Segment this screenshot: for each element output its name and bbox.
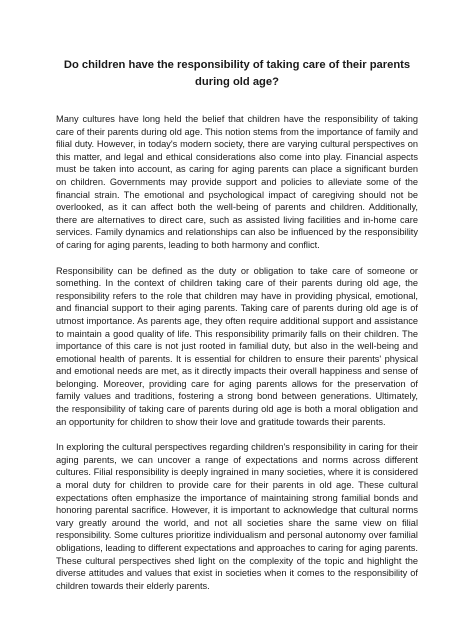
paragraph-introduction: Many cultures have long held the belief that children have the responsibility of taking care of their parents during old age. This notion stems from the importance of family and filial duty. However, in today's modern society, there are varying cultural perspectives on this matter, and legal and ethical considerations also come into play. Financial aspects must be taken into account, as caring for aging parents can place a significant burden on children. Governments may provide support and policies to alleviate some of the financial strain. The emotional and psychological impact of caregiving should not be overlooked, as it can affect both the well-being of parents and children. Additionally, there are alternatives to direct care, such as assisted living facilities and in-home care services. Family dynamics and relationships can also be influenced by the responsibility of caring for aging parents, leading to both harmony and conflict. bbox=[56, 114, 418, 250]
document-title: Do children have the responsibility of taking care of their parents during old age? bbox=[63, 59, 411, 88]
paragraph-cultural-perspectives: In exploring the cultural perspectives regarding children's responsibility in caring for their aging parents, we can uncover a range of expectations and norms across different cultures. Filial responsibility is deeply ingrained in many societies, where it is considered a moral duty for children to provide care for their parents in old age. These cultural expectations often emphasize the importance of maintaining strong familial bonds and honoring parental sacrifice. However, it is important to acknowledge that cultural norms vary greatly around the world, and not all societies share the same view on filial responsibility. Some cultures prioritize individualism and personal autonomy over familial obligations, leading to different expectations and approaches to caring for aging parents. These cultural perspectives shed light on the complexity of the topic and highlight the diverse attitudes and values that exist in societies when it comes to the responsibility of children towards their elderly parents. bbox=[56, 442, 418, 591]
paragraph-responsibility-definition: Responsibility can be defined as the duty or obligation to take care of someone or something. In the context of children taking care of their parents during old age, the responsibility refers to the role that children may have in providing physical, emotional, and financial support to their aging parents. Taking care of parents during old age is of utmost importance. As parents age, they often require additional support and assistance to maintain a good quality of life. This responsibility primarily falls on their children. The importance of this care is not just rooted in familial duty, but also in the well-being and emotional health of parents. It is essential for children to ensure their parents' physical and emotional needs are met, as it directly impacts their overall happiness and sense of belonging. Moreover, providing care for aging parents allows for the preservation of family values and traditions, fostering a strong bond between generations. Ultimately, the responsibility of taking care of parents during old age is both a moral obligation and an opportunity for children to show their love and gratitude towards their parents. bbox=[56, 265, 418, 427]
